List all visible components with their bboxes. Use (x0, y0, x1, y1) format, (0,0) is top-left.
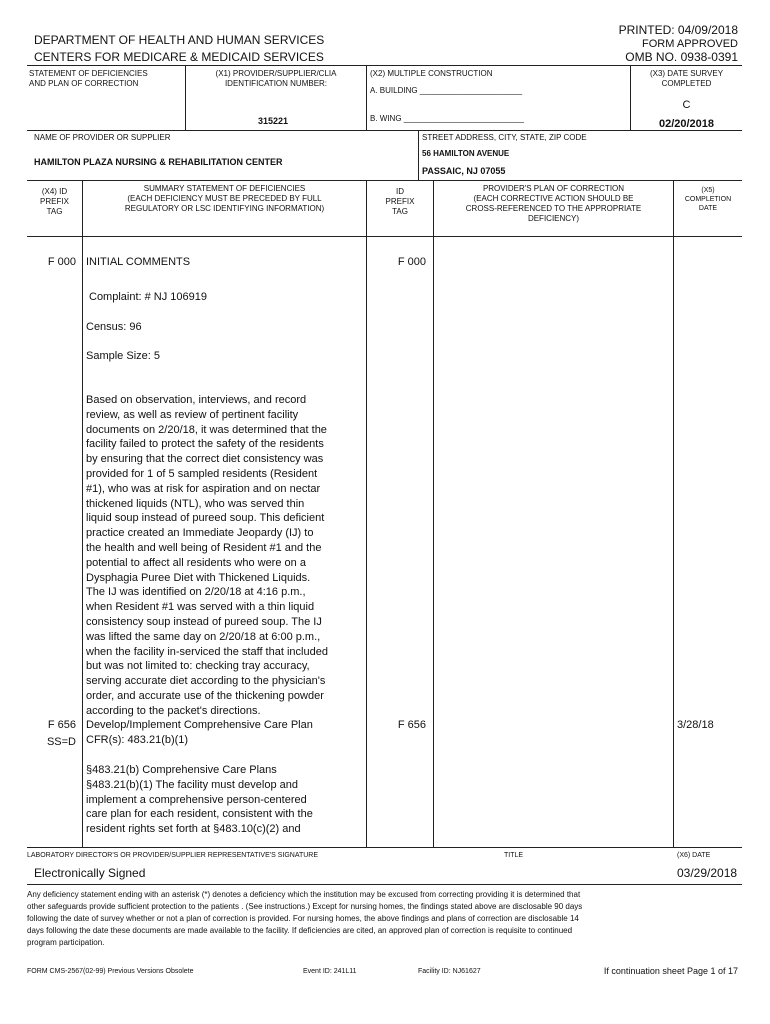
provider-id: 315221 (258, 116, 289, 126)
printed-date: PRINTED: 04/09/2018 (618, 23, 738, 37)
x2-wing: B. WING ___________________________ (370, 114, 524, 123)
care-plan-title: Develop/Implement Comprehensive Care Plan CFR(s): 483.21(b)(1) (86, 719, 313, 746)
plan-header: PROVIDER'S PLAN OF CORRECTION (EACH CORRECTIVE ACTION SHOULD BE CROSS-REFERENCED TO THE APPROPRIATE DEFICIENCY) (465, 184, 642, 223)
signature-label: LABORATORY DIRECTOR'S OR PROVIDER/SUPPLIER REPRESENTATIVE'S SIGNATURE (27, 852, 319, 859)
date-label: (X6) DATE (677, 852, 711, 859)
x5-header: (X5) COMPLETION DATE (684, 187, 732, 212)
survey-code: C (682, 99, 691, 111)
x4-header: (X4) ID PREFIX TAG (40, 187, 69, 216)
tag-f000-right: F 000 (397, 256, 426, 268)
facility-id: Facility ID: NJ61627 (418, 968, 481, 975)
x1-label: (X1) PROVIDER/SUPPLIER/CLIA IDENTIFICATION NUMBER: (215, 69, 337, 88)
scope-severity: SS=D (46, 736, 76, 748)
regulation-text: §483.21(b) Comprehensive Care Plans §483.21(b)(1) The facility must develop and implement a comprehensive person-centered care plan for each resident, consistent with the resident rights set forth at §483.10(c)(2) and (86, 764, 313, 836)
form-approved: FORM APPROVED (642, 38, 738, 50)
event-id: Event ID: 241L11 (303, 968, 357, 975)
tag-f656: F 656 (47, 719, 76, 731)
page-indicator: If continuation sheet Page 1 of 17 (603, 966, 738, 976)
summary-header: SUMMARY STATEMENT OF DEFICIENCIES (EACH DEFICIENCY MUST BE PRECEDED BY FULL REGULATORY OR LSC IDENTIFYING INFORMATION) (124, 184, 325, 213)
initial-comments-title: INITIAL COMMENTS (86, 256, 191, 268)
x3-label: (X3) DATE SURVEY COMPLETED (649, 69, 724, 88)
completion-date: 3/28/18 (677, 719, 714, 731)
address-label: STREET ADDRESS, CITY, STATE, ZIP CODE (422, 133, 587, 142)
form-number: FORM CMS-2567(02-99) Previous Versions Obsolete (27, 968, 194, 975)
title-label: TITLE (504, 852, 524, 859)
x2-label: (X2) MULTIPLE CONSTRUCTION (370, 69, 493, 78)
survey-date: 02/20/2018 (658, 118, 715, 130)
x2-building: A. BUILDING _______________________ (370, 86, 523, 95)
narrative-text: Based on observation, interviews, and record review, as well as review of pertinent facility documents on 2/20/18, it was determined that the facility failed to protect the safety of the residents by ensuring that the correct diet consistency was provided for 1 of 5 sampled residents (Resident #1), who was at risk for aspiration and on nectar thickened liquids (NTL), who was served thin liquid soup instead of pureed soup. This deficient practice created an Immediate Jeopardy (IJ) to the health and well being of Resident #1 and the potential to affect all residents who were on a Dysphagia Puree Diet with Thickened Liquids. The IJ was identified on 2/20/18 at 4:16 p.m., when Resident #1 was served with a thin liquid consistency soup instead of pureed soup. The IJ was lifted the same day on 2/20/18 at 6:00 p.m., when the facility in-serviced the staff that included but was not limited to: checking tray accuracy, serving accurate diet according to the physician's order, and accurate use of the thickening powder according to the packet's directions. (86, 394, 328, 717)
provider-name: HAMILTON PLAZA NURSING & REHABILITATION CENTER (34, 157, 283, 167)
signature-value: Electronically Signed (34, 866, 146, 880)
tag-f000: F 000 (47, 256, 76, 268)
signature-date: 03/29/2018 (677, 866, 738, 880)
address-street: 56 HAMILTON AVENUE (422, 149, 510, 158)
tag-f656-right: F 656 (397, 719, 426, 731)
complaint-number: Complaint: # NJ 106919 (89, 291, 208, 303)
disclaimer: Any deficiency statement ending with an asterisk (*) denotes a deficiency which the institution may be excused from correcting providing it is determined that other safeguards provide sufficient protection to the patients . (See instructions.) Except for nursing homes, the findings stated above are disclosable 90 days following the date of survey whether or not a plan of correction is provided. For nursing homes, the above findings and plans of correction are disclosable 14 days following the date these documents are made available to the facility. If deficiencies are cited, an approved plan of correction is requisite to continued program participation. (27, 890, 583, 947)
department-title: DEPARTMENT OF HEALTH AND HUMAN SERVICES (34, 33, 325, 47)
provider-label: NAME OF PROVIDER OR SUPPLIER (34, 133, 171, 142)
omb-number: OMB NO. 0938-0391 (625, 50, 738, 64)
census: Census: 96 (86, 321, 142, 333)
address-city: PASSAIC, NJ 07055 (422, 166, 506, 176)
sample-size: Sample Size: 5 (86, 350, 160, 362)
statement-label: STATEMENT OF DEFICIENCIES AND PLAN OF CORRECTION (29, 69, 148, 88)
id-header: ID PREFIX TAG (385, 187, 415, 216)
centers-title: CENTERS FOR MEDICARE & MEDICAID SERVICES (34, 50, 324, 64)
